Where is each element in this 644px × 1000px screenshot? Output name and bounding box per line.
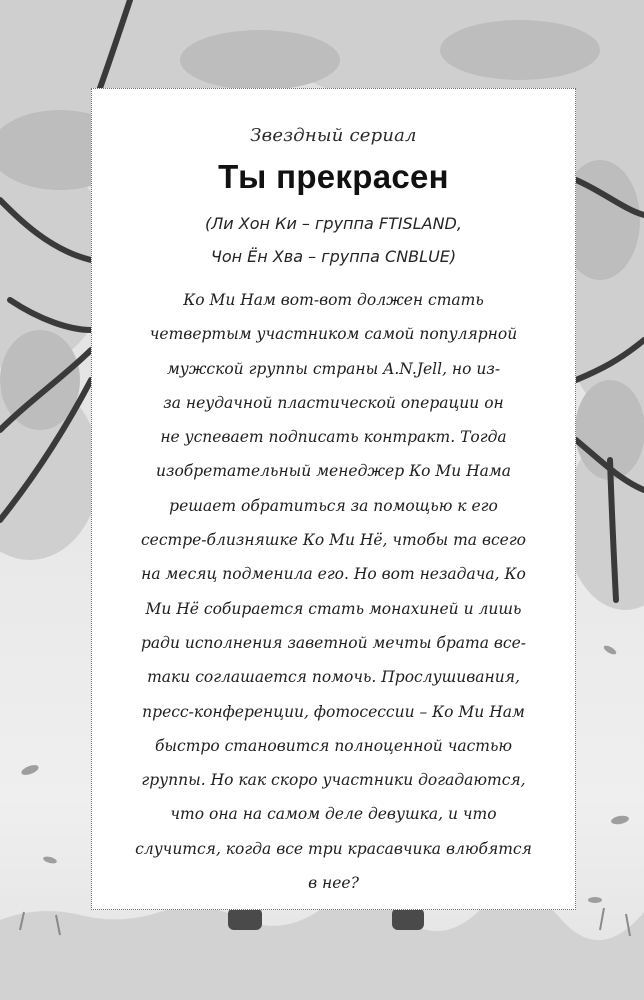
description-line: ради исполнения заветной мечты брата все- bbox=[140, 633, 527, 652]
description-line: четвертым участником самой популярной bbox=[149, 325, 518, 344]
description-line: группы. Но как скоро участники догадаются, bbox=[141, 771, 526, 790]
description-line: за неудачной пластической операции он bbox=[163, 393, 504, 412]
book-title: Ты прекрасен bbox=[218, 158, 449, 195]
description-line: быстро становится полноценной частью bbox=[154, 736, 513, 755]
description-line: на месяц подменила его. Но вот незадача, Ко bbox=[141, 565, 526, 584]
cast-line: (Ли Хон Ки – группа FTISLAND, bbox=[205, 214, 462, 233]
description-line: что она на самом деле девушка, и что bbox=[170, 805, 497, 824]
series-label: Звездный сериал bbox=[250, 125, 417, 146]
cast-credits bbox=[92, 207, 575, 273]
cast-line: Чон Ён Хва – группа CNBLUE) bbox=[210, 247, 457, 266]
description-line: сестре-близняшке Ко Ми Нё, чтобы та всего bbox=[140, 531, 526, 550]
description-line: решает обратиться за помощью к его bbox=[169, 496, 498, 515]
description-line: пресс-конференции, фотосессии – Ко Ми Нам bbox=[142, 702, 525, 721]
description-text bbox=[122, 283, 545, 900]
description-line: таки соглашается помочь. Прослушивания, bbox=[147, 668, 520, 687]
description-line: в нее? bbox=[308, 874, 359, 893]
description-line: Ми Нё собирается стать монахиней и лишь bbox=[145, 599, 522, 618]
description-line: не успевает подписать контракт. Тогда bbox=[160, 428, 507, 447]
description-card bbox=[91, 88, 576, 910]
description-line: случится, когда все три красавчика влюбятся bbox=[135, 839, 532, 858]
description-line: изобретательный менеджер Ко Ми Нама bbox=[156, 462, 511, 481]
description-line: Ко Ми Нам вот-вот должен стать bbox=[183, 291, 484, 309]
description-line: мужской группы страны A.N.Jell, но из- bbox=[166, 359, 501, 378]
